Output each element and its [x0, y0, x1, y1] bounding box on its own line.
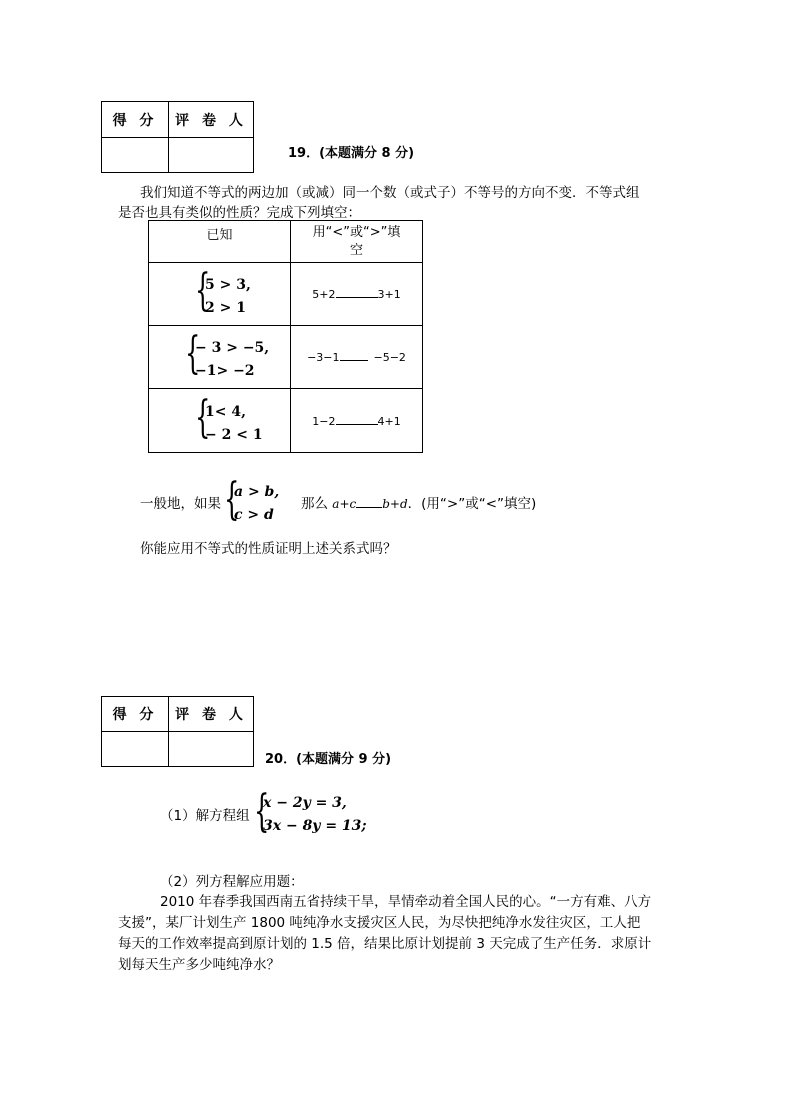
q20-part1-eq1: x − 2y = 3, [263, 795, 347, 811]
q19-prove-prompt: 你能应用不等式的性质证明上述关系式吗？ [140, 541, 397, 557]
general-eq2: c > d [234, 507, 274, 523]
table-row-1-fill: 5+2 3+1 [291, 263, 423, 326]
q20-part2-line2: 支援”，某厂计划生产 1800 吨纯净水支援灾区人民，为尽快把纯净水发往灾区，工人把 [118, 915, 641, 931]
reviewer-cell[interactable] [169, 138, 254, 173]
q19-heading: 19．(本题满分 8 分) [288, 146, 415, 161]
reviewer-label: 评 卷 人 [169, 697, 254, 732]
col-header-fill: 用“<”或“>”填 空 [291, 221, 423, 263]
answer-blank[interactable] [340, 350, 368, 361]
table-row-3-fill: 1−2 4+1 [291, 389, 423, 453]
brace-icon: { [195, 391, 211, 443]
score-label: 得 分 [102, 102, 169, 138]
reviewer-cell[interactable] [169, 732, 254, 767]
general-eq1: a > b, [234, 484, 280, 500]
score-box-q19 [101, 101, 254, 173]
reviewer-label: 评 卷 人 [169, 102, 254, 138]
score-label: 得 分 [102, 697, 169, 732]
brace-icon: { [185, 328, 201, 379]
q20-part1-eq2: 3x − 8y = 13; [263, 818, 367, 834]
general-conclusion: 那么 a+c b+d．(用“>”或“<”填空) [301, 496, 537, 512]
score-cell[interactable] [102, 732, 169, 767]
brace-icon: { [195, 265, 211, 316]
q20-part2-label: （2）列方程解应用题： [160, 874, 304, 890]
q20-heading: 20．(本题满分 9 分) [265, 752, 392, 767]
score-box-q20 [101, 696, 254, 767]
answer-blank[interactable] [336, 287, 378, 298]
brace-icon: { [224, 474, 240, 525]
table-row-2-fill: −3−1 −5−2 [291, 326, 423, 389]
brace-icon: { [254, 786, 270, 837]
answer-blank[interactable] [336, 414, 378, 425]
q19-intro-line1: 我们知道不等式的两边加（或减）同一个数（或式子）不等号的方向不变．不等式组 [140, 185, 640, 201]
table-row-3-known: { 1< 4, − 2 < 1 [149, 389, 291, 453]
col-header-known: 已知 [149, 221, 291, 263]
q20-part1-label: （1）解方程组 [160, 808, 250, 824]
score-cell[interactable] [102, 138, 169, 173]
q20-part2-line4: 划每天生产多少吨纯净水？ [118, 957, 280, 973]
q20-part2-line1: 2010 年春季我国西南五省持续干旱，旱情牵动着全国人民的心。“一方有难、八方 [160, 894, 652, 910]
general-answer-blank[interactable] [356, 497, 382, 508]
inequality-table [148, 220, 423, 453]
q20-part2-line3: 每天的工作效率提高到原计划的 1.5 倍，结果比原计划提前 3 天完成了生产任务．求原计 [118, 936, 652, 952]
table-row-1-known: { 5 > 3, 2 > 1 [149, 263, 291, 326]
general-prefix: 一般地，如果 [140, 496, 221, 512]
table-row-2-known: { − 3 > −5, −1> −2 [149, 326, 291, 389]
q19-intro-line2: 是否也具有类似的性质？完成下列填空： [118, 205, 361, 221]
